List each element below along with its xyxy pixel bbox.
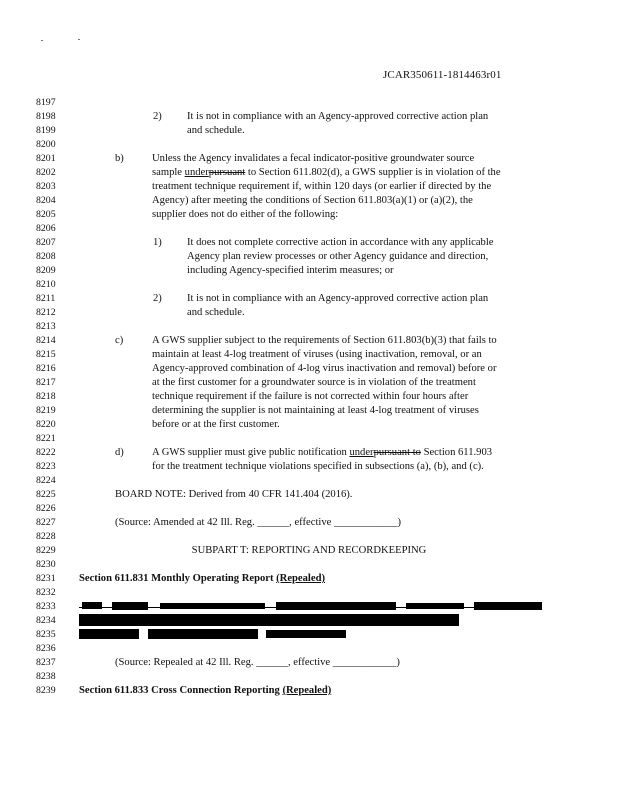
line-number: 8219 — [36, 405, 56, 416]
line-number: 8220 — [36, 419, 56, 430]
paragraph-line: Agency plan review processes or other Agency guidance and direction, — [187, 251, 489, 262]
line-number: 8233 — [36, 601, 56, 612]
list-marker: 2) — [153, 293, 162, 304]
line-number: 8197 — [36, 97, 56, 108]
redacted-text-block — [148, 629, 258, 639]
inserted-text: under — [349, 447, 374, 458]
line-number: 8229 — [36, 545, 56, 556]
repealed-marker: (Repealed) — [276, 573, 325, 584]
section-title: Section 611.833 Cross Connection Reporting — [79, 685, 283, 696]
redacted-text-block — [112, 602, 148, 610]
paragraph-line: Agency) after meeting the conditions of Section 611.803(a)(1) or (a)(2), the — [152, 195, 473, 206]
scan-speck — [41, 40, 43, 41]
paragraph-line: A GWS supplier subject to the requirements of Section 611.803(b)(3) that fails to — [152, 335, 497, 346]
redacted-text-block — [266, 630, 346, 638]
paragraph-line: technique requirement if the failure is not corrected within four hours after — [152, 391, 469, 402]
list-marker: 2) — [153, 111, 162, 122]
line-number: 8203 — [36, 181, 56, 192]
text-run: A GWS supplier must give public notification — [152, 447, 350, 458]
paragraph-line: and schedule. — [187, 125, 245, 136]
inserted-text: under — [184, 167, 209, 178]
redacted-text-block — [406, 603, 464, 609]
redacted-text-block — [79, 614, 459, 626]
line-number: 8200 — [36, 139, 56, 150]
line-number: 8228 — [36, 531, 56, 542]
paragraph-line: before or at the first customer. — [152, 419, 280, 430]
line-number: 8207 — [36, 237, 56, 248]
paragraph-line: It is not in compliance with an Agency-approved corrective action plan — [187, 111, 489, 122]
line-number: 8206 — [36, 223, 56, 234]
line-number: 8237 — [36, 657, 56, 668]
paragraph-line: Unless the Agency invalidates a fecal indicator-positive groundwater source — [152, 153, 475, 164]
line-number: 8209 — [36, 265, 56, 276]
line-number: 8226 — [36, 503, 56, 514]
paragraph-line — [152, 447, 492, 459]
line-number: 8221 — [36, 433, 56, 444]
redacted-text-block — [276, 602, 396, 610]
paragraph-line: supplier does not do either of the following: — [152, 209, 339, 220]
line-number: 8216 — [36, 363, 56, 374]
line-number: 8217 — [36, 377, 56, 388]
paragraph-line: Agency-approved combination of 4-log virus inactivation and removal) before or — [152, 363, 497, 374]
line-number: 8213 — [36, 321, 56, 332]
line-number: 8212 — [36, 307, 56, 318]
deleted-text: pursuant — [208, 167, 246, 178]
line-number: 8235 — [36, 629, 56, 640]
paragraph-line: including Agency-specified interim measures; or — [187, 265, 394, 276]
paragraph-line: maintain at least 4-log treatment of viruses (using inactivation, removal, or an — [152, 349, 482, 360]
line-number: 8211 — [36, 293, 56, 304]
deleted-text: pursuant to — [373, 447, 421, 458]
line-number: 8198 — [36, 111, 56, 122]
line-number: 8232 — [36, 587, 56, 598]
text-run: sample — [152, 167, 185, 178]
line-number: 8239 — [36, 685, 56, 696]
text-run: to Section 611.802(d), a GWS supplier is in violation of the — [245, 167, 501, 178]
line-number: 8204 — [36, 195, 56, 206]
line-number: 8236 — [36, 643, 56, 654]
line-number: 8205 — [36, 209, 56, 220]
paragraph-line: It does not complete corrective action in accordance with any applicable — [187, 237, 494, 248]
redacted-text-block — [160, 603, 265, 609]
line-number: 8227 — [36, 517, 56, 528]
text-run: Section 611.903 — [420, 447, 493, 458]
line-number: 8215 — [36, 349, 56, 360]
paragraph-line: It is not in compliance with an Agency-approved corrective action plan — [187, 293, 489, 304]
paragraph-line: treatment technique requirement if, within 120 days (or earlier if directed by the — [152, 181, 492, 192]
subsection-marker: b) — [115, 153, 124, 164]
redacted-text-block — [82, 602, 102, 609]
line-number: 8201 — [36, 153, 56, 164]
line-number: 8218 — [36, 391, 56, 402]
paragraph-line: at the first customer for a groundwater source is in violation of the treatment — [152, 377, 476, 388]
subpart-heading: SUBPART T: REPORTING AND RECORDKEEPING — [191, 545, 427, 556]
paragraph-line: for the treatment technique violations specified in subsections (a), (b), and (c). — [152, 461, 484, 472]
paragraph-line — [152, 167, 501, 179]
line-number: 8224 — [36, 475, 56, 486]
section-heading — [79, 573, 325, 584]
line-number: 8199 — [36, 125, 56, 136]
paragraph-line: and schedule. — [187, 307, 245, 318]
line-number: 8234 — [36, 615, 56, 626]
line-number: 8231 — [36, 573, 56, 584]
subsection-marker: d) — [115, 447, 124, 458]
redacted-text-block — [79, 629, 139, 639]
subsection-marker: c) — [115, 335, 124, 346]
line-number: 8208 — [36, 251, 56, 262]
document-id: JCAR350611-1814463r01 — [383, 69, 502, 81]
paragraph-line: determining the supplier is not maintaining at least 4-log treatment of viruses — [152, 405, 479, 416]
line-number: 8202 — [36, 167, 56, 178]
line-number: 8210 — [36, 279, 56, 290]
line-number: 8238 — [36, 671, 56, 682]
redacted-text-block — [474, 602, 542, 610]
line-number: 8223 — [36, 461, 56, 472]
section-title: Section 611.831 Monthly Operating Report — [79, 573, 277, 584]
board-note: BOARD NOTE: Derived from 40 CFR 141.404 (2016). — [115, 489, 353, 500]
list-marker: 1) — [153, 237, 162, 248]
line-number: 8222 — [36, 447, 56, 458]
line-number: 8230 — [36, 559, 56, 570]
section-heading — [79, 685, 331, 696]
source-note: (Source: Amended at 42 Ill. Reg. ______, effective ____________) — [115, 517, 402, 528]
source-note: (Source: Repealed at 42 Ill. Reg. ______, effective ____________) — [115, 657, 400, 668]
repealed-marker: (Repealed) — [282, 685, 332, 696]
line-number: 8214 — [36, 335, 56, 346]
line-number: 8225 — [36, 489, 56, 500]
scan-speck — [78, 39, 80, 40]
